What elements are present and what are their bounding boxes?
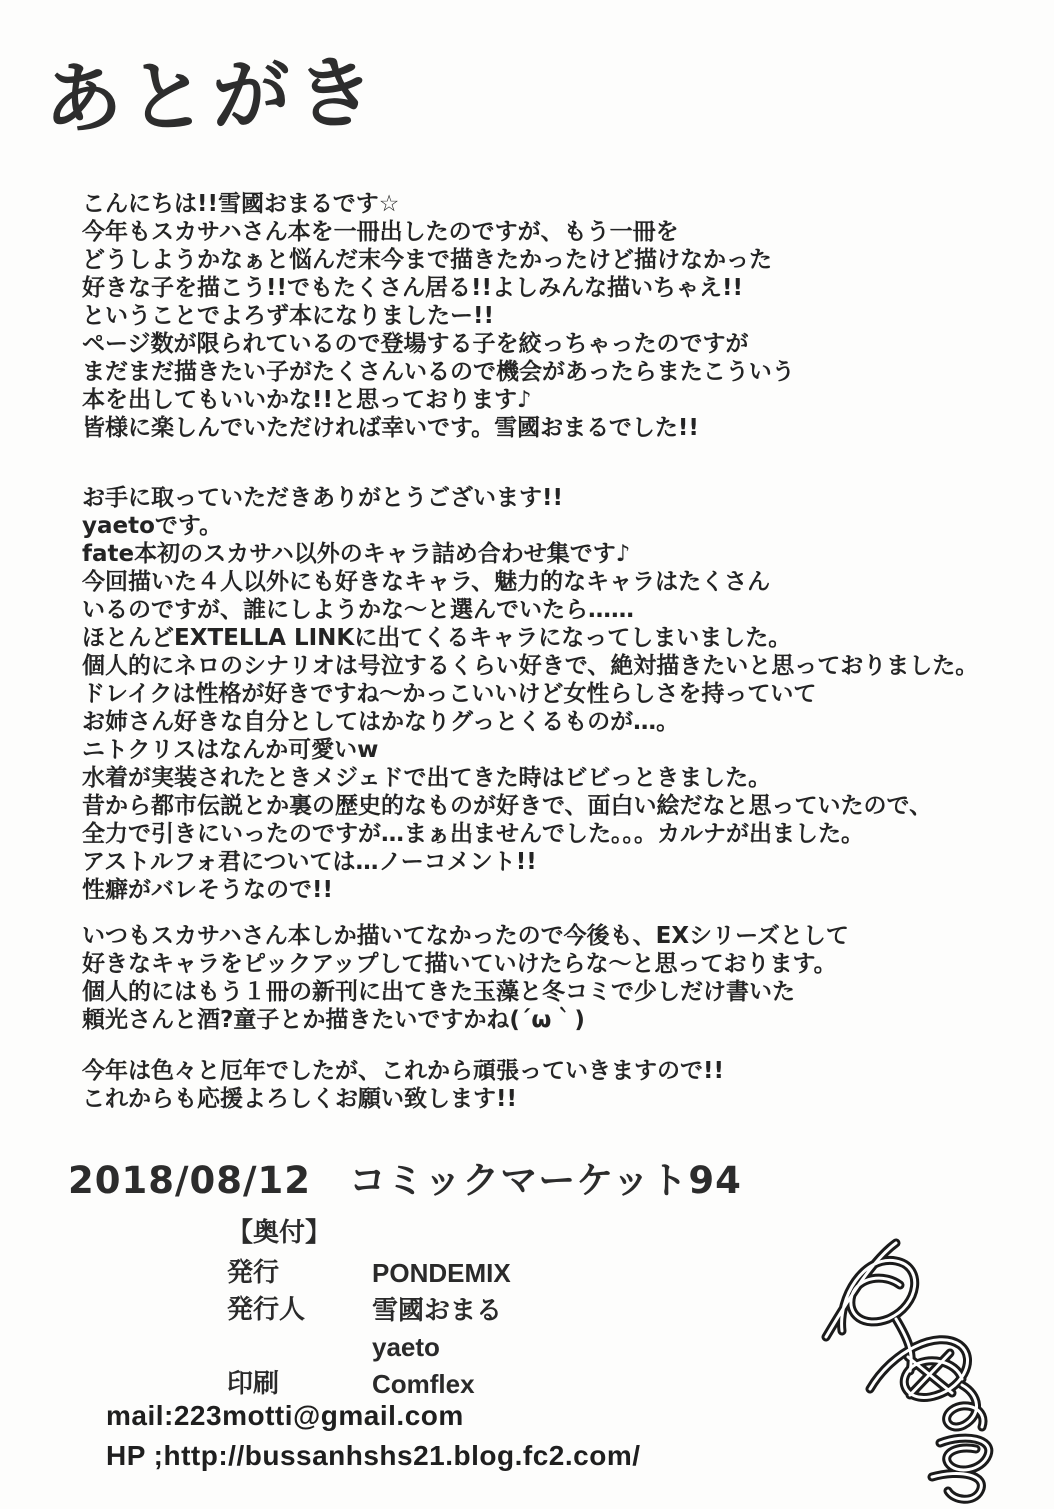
colophon-header: 【奥付】	[227, 1218, 332, 1248]
text-line: 全力で引きにいったのですが…まぁ出ませんでした。。。カルナが出ました。	[82, 821, 864, 847]
colophon-value: Comflex	[372, 1369, 475, 1399]
text-line: 本を出してもいいかな!!と思っております♪	[82, 387, 532, 413]
text-line: お姉さん好きな自分としてはかなりグっとくるものが…。	[82, 709, 680, 735]
colophon-label: 発行	[227, 1258, 280, 1288]
colophon-row	[227, 1329, 511, 1366]
text-line: yaetoです。	[82, 513, 223, 539]
colophon-label: 印刷	[227, 1369, 280, 1399]
colophon-row	[227, 1292, 511, 1329]
page-title: あとがき	[43, 48, 382, 146]
text-line: こんにちは!!雪國おまるです☆	[82, 191, 400, 217]
text-line: お手に取っていただきありがとうございます!!	[82, 485, 563, 511]
text-line: ページ数が限られているので登場する子を絞っちゃったのですが	[82, 331, 749, 357]
paragraph	[82, 922, 1022, 1034]
text-line: いるのですが、誰にしようかな～と選んでいたら……	[82, 597, 634, 623]
colophon-value: yaeto	[372, 1332, 440, 1362]
text-line: 今年もスカサハさん本を一冊出したのですが、もう一冊を	[82, 219, 679, 245]
colophon-value: PONDEMIX	[372, 1258, 511, 1288]
author-signature-icon	[812, 1232, 1042, 1504]
text-line: ドレイクは性格が好きですね～かっこいいけど女性らしさを持っていて	[82, 681, 817, 707]
colophon-rows	[227, 1255, 511, 1403]
text-line: 好きな子を描こう!!でもたくさん居る!!よしみんな描いちゃえ!!	[82, 275, 743, 301]
text-line: 好きなキャラをピックアップして描いていけたらな～と思っております。	[82, 951, 837, 977]
paragraph	[82, 1057, 1022, 1113]
text-line: 今年は色々と厄年でしたが、これから頑張っていきますので!!	[82, 1058, 724, 1084]
colophon-label: 発行人	[227, 1295, 306, 1325]
text-line: ニトクリスはなんか可愛いw	[82, 737, 379, 763]
text-line: 頼光さんと酒?童子とか描きたいですかね(´ω｀)	[82, 1007, 585, 1033]
text-line: ほとんどEXTELLA LINKに出てくるキャラになってしまいました。	[82, 625, 792, 651]
text-line: 皆様に楽しんでいただければ幸いです。雪國おまるでした!!	[82, 415, 699, 441]
contact-mail: mail:223motti@gmail.com	[106, 1400, 464, 1431]
colophon-row	[227, 1255, 511, 1292]
event-date-line: 2018/08/12 コミックマーケット94	[68, 1159, 742, 1202]
text-line: 性癖がバレそうなので!!	[82, 877, 333, 903]
text-line: どうしようかなぁと悩んだ末今まで描きたかったけど描けなかった	[82, 247, 772, 273]
colophon-value: 雪國おまる	[372, 1295, 503, 1325]
text-line: これからも応援よろしくお願い致します!!	[82, 1086, 517, 1112]
contact-info	[106, 1396, 641, 1476]
text-line: 今回描いた４人以外にも好きなキャラ、魅力的なキャラはたくさん	[82, 569, 771, 595]
contact-hp: HP ;http://bussanhshs21.blog.fc2.com/	[106, 1440, 641, 1471]
paragraph	[82, 484, 1022, 904]
text-line: いつもスカサハさん本しか描いてなかったので今後も、EXシリーズとして	[82, 923, 849, 949]
colophon-label	[227, 1329, 372, 1366]
paragraph	[82, 190, 1022, 442]
text-line: アストルフォ君については…ノーコメント!!	[82, 849, 537, 875]
text-line: 個人的にはもう１冊の新刊に出てきた玉藻と冬コミで少しだけ書いた	[82, 979, 795, 1005]
colophon	[227, 1212, 511, 1403]
text-line: 水着が実装されたときメジェドで出てきた時はビビっときました。	[82, 765, 772, 791]
text-line: fate本初のスカサハ以外のキャラ詰め合わせ集です♪	[82, 541, 631, 567]
text-line: 個人的にネロのシナリオは号泣するくらい好きで、絶対描きたいと思っておりました。	[82, 653, 979, 679]
text-line: 昔から都市伝説とか裏の歴史的なものが好きで、面白い絵だなと思っていたので、	[82, 793, 933, 819]
text-line: まだまだ描きたい子がたくさんいるので機会があったらまたこういう	[82, 359, 795, 385]
afterword-body	[82, 190, 1022, 1113]
text-line: ということでよろず本になりましたー!!	[82, 303, 494, 329]
